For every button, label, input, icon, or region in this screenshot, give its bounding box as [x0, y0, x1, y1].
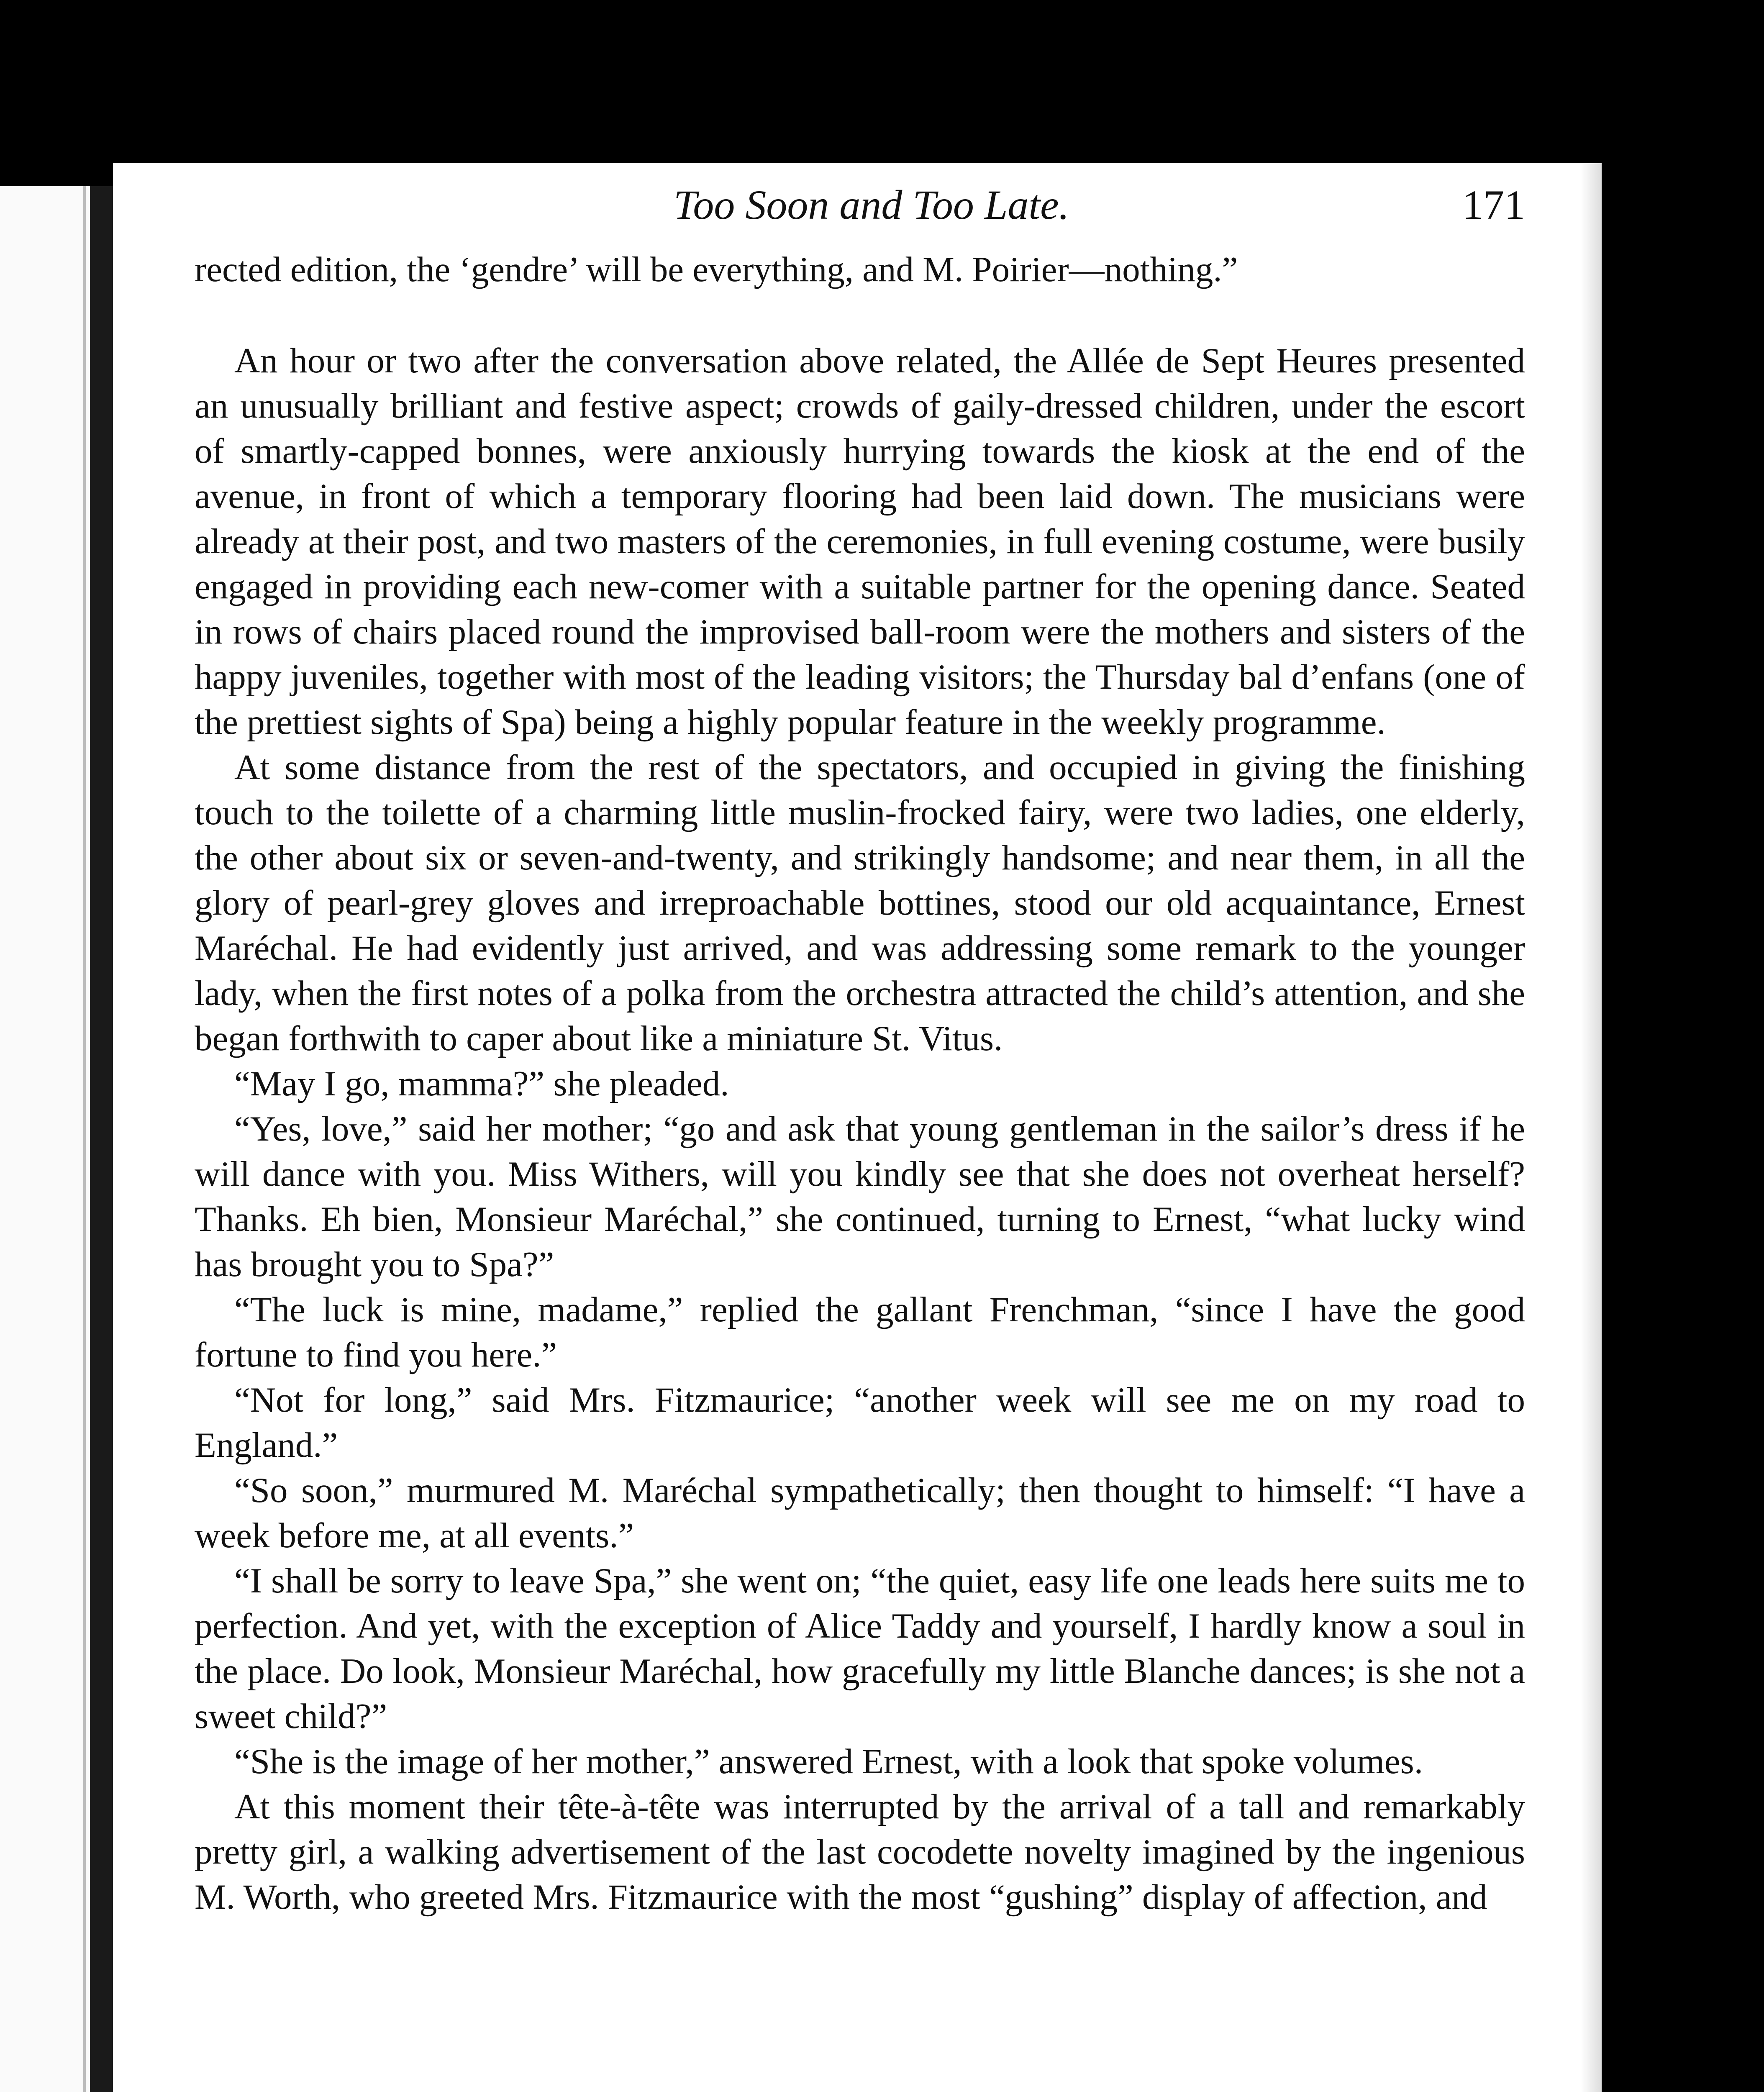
- paragraph: “So soon,” murmured M. Maréchal sympathetically; then thought to himself: “I have a week before me, at all events.”: [195, 1471, 1525, 1555]
- paragraph: “Yes, love,” said her mother; “go and ask that young gentleman in the sailor’s dress if he will dance with you. Miss Withers, will you kindly see that she does not overheat herself? Thanks. Eh bien, Monsieur Maréchal,” she continued, turning to Ernest, “what lucky wind has brought you to Spa?”: [195, 1109, 1525, 1284]
- paragraph: “Not for long,” said Mrs. Fitzmaurice; “another week will see me on my road to England.”: [195, 1380, 1525, 1465]
- paragraph: rected edition, the ‘gendre’ will be everything, and M. Poirier—nothing.”: [195, 250, 1238, 289]
- paragraph: An hour or two after the conversation above related, the Allée de Sept Heures presented an unusually brilliant and festive aspect; crowds of gaily-dressed children, under the escort of smartly-capped bonnes, were anxiously hurrying towards the kiosk at the end of the avenue, in front of which a temporary flooring had been laid down. The musicians were already at their post, and two masters of the ceremonies, in full evening costume, were busily engaged in providing each new-comer with a suitable partner for the opening dance. Seated in rows of chairs placed round the improvised ball-room were the mothers and sisters of the happy juveniles, together with most of the leading visitors; the Thursday bal d’enfans (one of the prettiest sights of Spa) being a highly popular feature in the weekly programme.: [195, 341, 1525, 742]
- page-edge-line: [83, 186, 86, 2092]
- paragraph: “The luck is mine, madame,” replied the gallant Frenchman, “since I have the good fortune to find you here.”: [195, 1290, 1525, 1374]
- running-title: Too Soon and Too Late.: [674, 182, 1069, 228]
- page-body: [195, 247, 1525, 1920]
- page-shadow: [1581, 163, 1602, 2092]
- paragraph: “May I go, mamma?” she pleaded.: [234, 1064, 729, 1103]
- facing-page-edge: [0, 186, 90, 2092]
- book-gutter: [90, 186, 113, 2092]
- paragraph: At some distance from the rest of the spectators, and occupied in giving the finishing touch to the toilette of a charming little muslin-frocked fairy, were two ladies, one elderly, the other about six or seven-and-twenty, and strikingly handsome; and near them, in all the glory of pearl-grey gloves and irreproachable bottines, stood our old acquaintance, Ernest Maréchal. He had evidently just arrived, and was addressing some remark to the younger lady, when the first notes of a polka from the orchestra attracted the child’s attention, and she began forthwith to caper about like a miniature St. Vitus.: [195, 748, 1525, 1058]
- paragraph: At this moment their tête-à-tête was interrupted by the arrival of a tall and remarkably pretty girl, a walking advertisement of the last cocodette novelty imagined by the ingenious M. Worth, who greeted Mrs. Fitzmaurice with the most “gushing” display of affection, and: [195, 1787, 1525, 1917]
- page-number: 171: [1462, 182, 1525, 228]
- paragraph: “She is the image of her mother,” answered Ernest, with a look that spoke volumes.: [234, 1742, 1423, 1781]
- paragraph: “I shall be sorry to leave Spa,” she went on; “the quiet, easy life one leads here suits me to perfection. And yet, with the exception of Alice Taddy and yourself, I hardly know a soul in the place. Do look, Monsieur Maréchal, how gracefully my little Blanche dances; is she not a sweet child?”: [195, 1561, 1525, 1736]
- page-header: [195, 172, 1525, 238]
